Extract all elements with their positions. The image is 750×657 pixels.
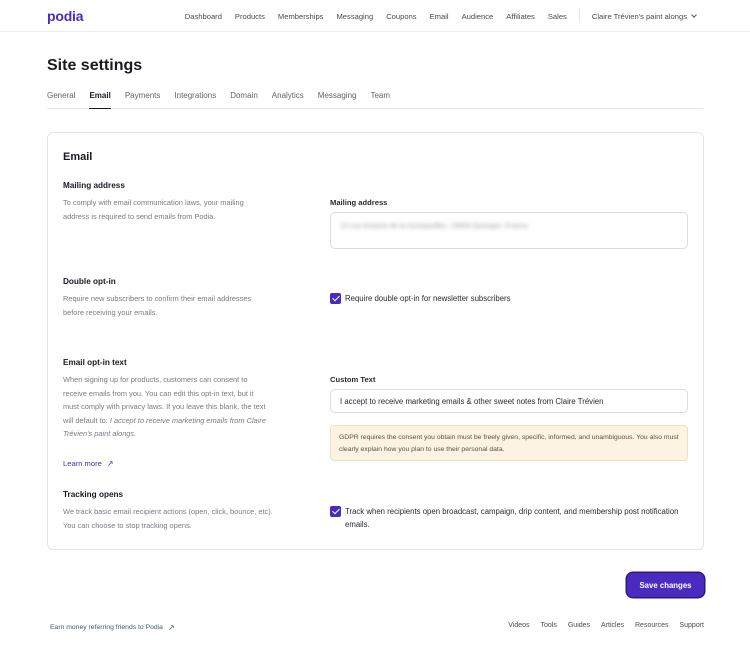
tab-general[interactable]: General <box>47 91 76 100</box>
tab-messaging[interactable]: Messaging <box>317 91 357 100</box>
footer-link-videos[interactable]: Videos <box>508 622 530 629</box>
nav-coupons[interactable]: Coupons <box>386 12 417 21</box>
optin-text-description-body: When signing up for products, customers can consent to receive emails from you. You can edit this opt-in text, but it must comply with privacy laws. If you leave this blank, the text will default to: <box>63 375 266 425</box>
external-arrow-icon: ↗ <box>106 459 114 468</box>
account-name: Claire Trévien's paint alongs <box>591 12 687 21</box>
footer-link-resources[interactable]: Resources <box>635 622 669 629</box>
nav-products[interactable]: Products <box>234 12 265 21</box>
mailing-address-description: To comply with email communication laws, your mailing address is required to send emails from Podia. <box>63 198 244 221</box>
double-optin-description: Require new subscribers to confirm their email addresses before receiving your emails. <box>63 294 252 317</box>
mailing-address-value: 10 rue Antoine de la Guisquellec, 29000 Quimper, France <box>340 221 529 230</box>
double-optin-checkbox[interactable] <box>330 293 341 304</box>
learn-more-link[interactable] <box>63 459 114 468</box>
double-optin-label[interactable]: Require double opt-in for newsletter subscribers <box>345 294 511 303</box>
tracking-opens-title: Tracking opens <box>63 490 124 499</box>
tab-domain[interactable]: Domain <box>230 91 258 100</box>
settings-tabs <box>47 90 703 109</box>
double-optin-row <box>330 292 511 305</box>
tracking-opens-checkbox[interactable] <box>330 506 341 517</box>
mailing-address-label: Mailing address <box>330 198 388 207</box>
top-navigation <box>0 0 750 32</box>
footer-link-support[interactable]: Support <box>679 622 704 629</box>
nav-dashboard[interactable]: Dashboard <box>184 12 222 21</box>
tab-payments[interactable]: Payments <box>124 91 161 100</box>
custom-text-label: Custom Text <box>330 375 376 384</box>
nav-memberships[interactable]: Memberships <box>277 12 324 21</box>
page-title: Site settings <box>47 57 143 74</box>
nav-messaging[interactable]: Messaging <box>336 12 374 21</box>
footer-link-articles[interactable]: Articles <box>601 622 624 629</box>
tracking-opens-label[interactable]: Track when recipients open broadcast, campaign, drip content, and membership post notification emails. <box>345 507 679 529</box>
optin-default-text: I accept to receive marketing emails from Claire Trévien's paint alongs. <box>63 415 266 438</box>
tab-email[interactable]: Email <box>89 90 110 109</box>
optin-text-description <box>63 373 268 441</box>
learn-more-label: Learn more <box>63 459 102 468</box>
tab-integrations[interactable]: Integrations <box>174 91 217 100</box>
footer-links <box>497 622 704 629</box>
custom-text-input[interactable]: I accept to receive marketing emails & other sweet notes from Claire Trévien <box>330 389 688 413</box>
tracking-opens-row <box>330 505 680 531</box>
tracking-opens-description: We track basic email recipient actions (open, click, bounce, etc). You can choose to stop tracking opens. <box>63 507 273 530</box>
card-title: Email <box>63 151 93 163</box>
footer-link-tools[interactable]: Tools <box>540 622 557 629</box>
mailing-address-title: Mailing address <box>63 181 125 190</box>
main-nav <box>172 11 696 22</box>
optin-text-title: Email opt-in text <box>63 358 127 367</box>
nav-email[interactable]: Email <box>429 12 449 21</box>
referral-label: Earn money referring friends to Podia <box>50 624 163 631</box>
gdpr-notice: GDPR requires the consent you obtain must be freely given, specific, informed, and unambiguous. You also must clearly explain how you plan to use their personal data. <box>330 425 688 461</box>
nav-divider <box>579 8 580 22</box>
tab-analytics[interactable]: Analytics <box>271 91 304 100</box>
nav-affiliates[interactable]: Affiliates <box>506 12 535 21</box>
footer-link-guides[interactable]: Guides <box>567 622 591 629</box>
double-optin-title: Double opt-in <box>63 277 116 286</box>
chevron-down-icon <box>691 12 697 18</box>
nav-audience[interactable]: Audience <box>461 12 494 21</box>
external-arrow-icon: ↗ <box>167 623 175 632</box>
email-settings-card <box>47 132 704 550</box>
nav-sales[interactable]: Sales <box>547 12 567 21</box>
save-changes-button[interactable]: Save changes <box>627 573 704 597</box>
tab-team[interactable]: Team <box>370 91 391 100</box>
referral-link[interactable] <box>50 623 175 632</box>
account-menu[interactable] <box>592 12 696 21</box>
podia-logo[interactable]: podia <box>47 8 84 24</box>
mailing-address-input[interactable] <box>330 212 688 249</box>
